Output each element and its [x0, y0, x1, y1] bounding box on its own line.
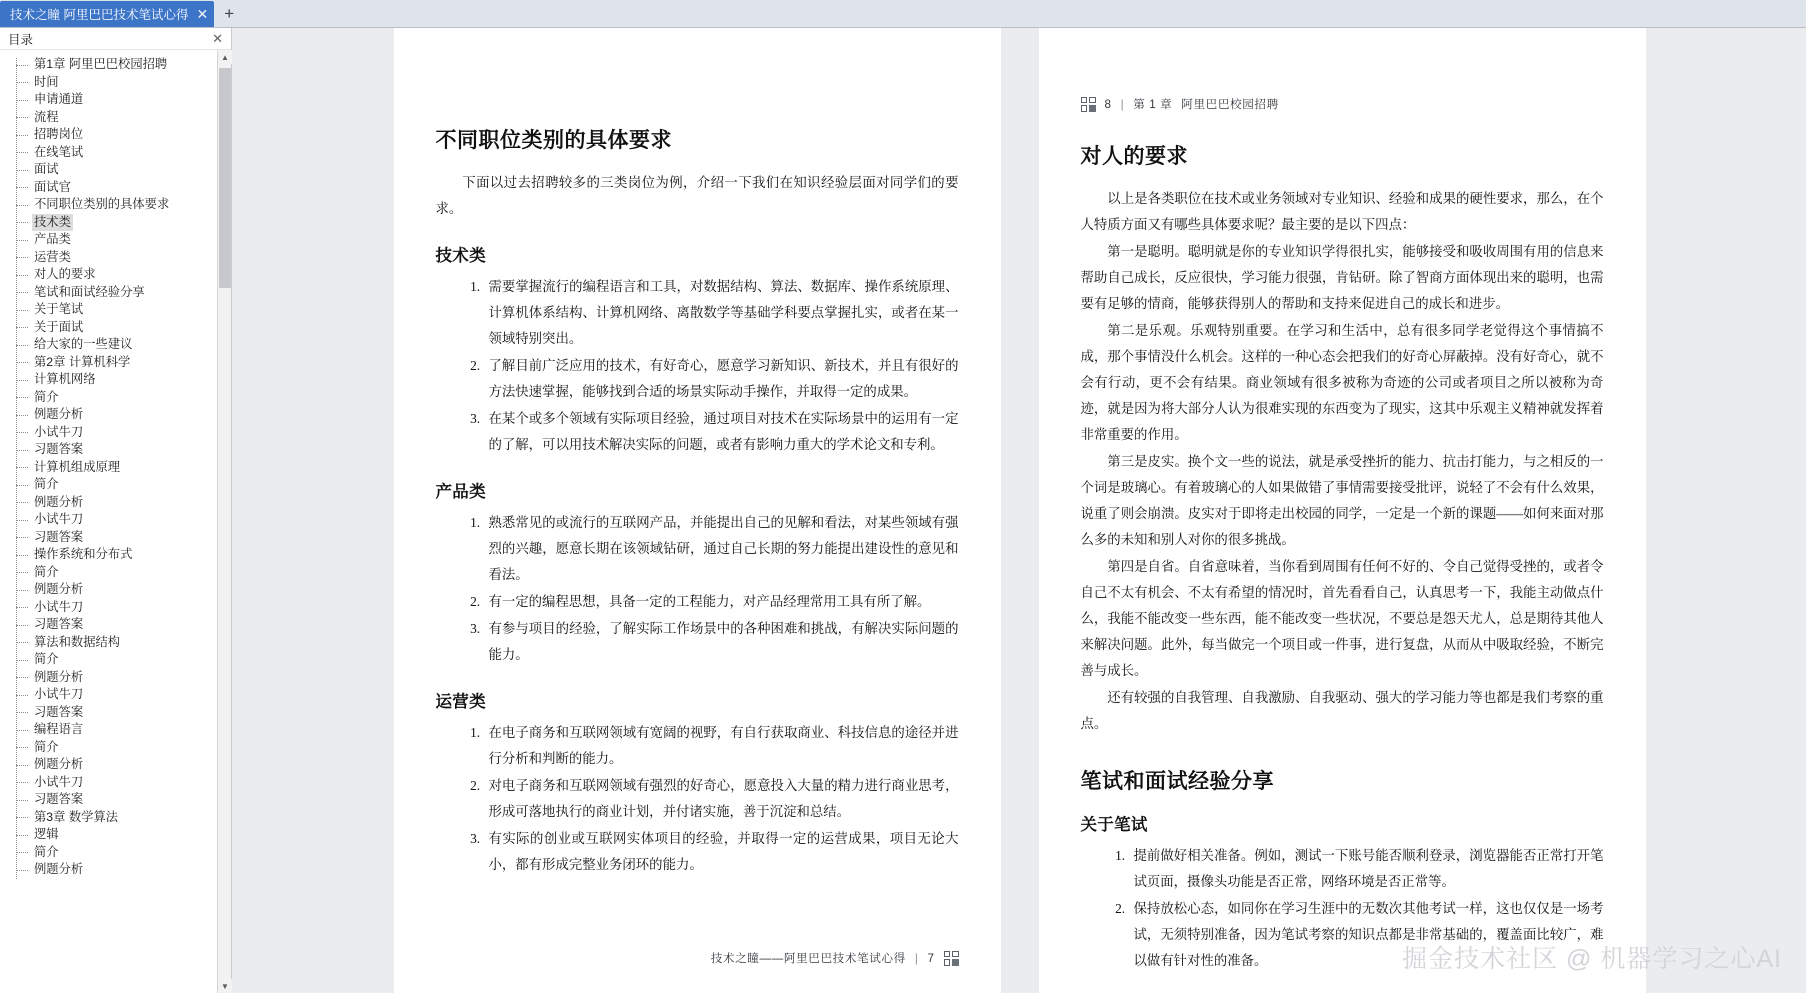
toc-item[interactable]	[10, 56, 231, 74]
new-tab-button[interactable]: +	[224, 4, 235, 23]
toc-item[interactable]	[10, 161, 231, 179]
toc-tree-connector-icon	[16, 642, 28, 643]
header-separator: |	[1120, 97, 1125, 111]
scrollbar-thumb[interactable]	[219, 68, 231, 288]
group-requirement-list	[436, 720, 959, 878]
list-item: 1. 需要掌握流行的编程语言和工具，对数据结构、算法、数据库、操作系统原理、计算机体系结构、计算机网络、离散数学等基础学科要点掌握扎实，或者在某一领域特别突出。	[484, 274, 959, 352]
body-paragraph: 第四是自省。自省意味着，当你看到周围有任何不好的、令自己觉得受挫的，或者令自己不太有机会、不太有希望的情况时，首先看看自己，认真思考一下，我能主动做点什么，我能不能改变一些东西，能不能改变一些状况，不要总是怨天尤人，总是期待其他人来解决问题。此外，每当做完一个项目或一件事，进行复盘，从而从中吸取经验，不断完善与成长。	[1080, 559, 1604, 678]
body-paragraph: 还有较强的自我管理、自我激励、自我驱动、强大的学习能力等也都是我们考察的重点。	[1080, 690, 1604, 731]
toc-item[interactable]	[10, 91, 231, 109]
toc-tree-connector-icon	[16, 187, 28, 188]
toc-tree-connector-icon	[16, 852, 28, 853]
toc-item-label: 技术类	[32, 214, 73, 232]
toc-tree-connector-icon	[16, 362, 28, 363]
running-header-right	[1081, 28, 1604, 112]
toc-item[interactable]	[10, 74, 231, 92]
toc-item[interactable]	[10, 214, 231, 232]
toc-item[interactable]	[10, 634, 231, 652]
toc-tree-connector-icon	[16, 677, 28, 678]
header-chapter-title: 阿里巴巴校园招聘	[1181, 98, 1279, 111]
toc-tree-connector-icon	[16, 870, 28, 871]
toc-item-label: 小试牛刀	[34, 599, 84, 614]
toc-tree-connector-icon	[16, 800, 28, 801]
toc-tree-connector-icon	[16, 380, 28, 381]
list-item: 2. 了解目前广泛应用的技术，有好奇心，愿意学习新知识、新技术，并且有很好的方法快速掌握，能够找到合适的场景实际动手操作，并取得一定的成果。	[484, 353, 959, 405]
toc-tree-connector-icon	[16, 205, 28, 206]
toc-tree-connector-icon	[16, 275, 28, 276]
header-page-number: 8	[1104, 97, 1112, 111]
toc-tree-connector-icon	[16, 712, 28, 713]
scroll-up-icon[interactable]: ▲	[218, 50, 232, 64]
toc-tree-connector-icon	[16, 170, 28, 171]
toc-tree-connector-icon	[16, 82, 28, 83]
toc-tree-connector-icon	[16, 555, 28, 556]
toc-item-label: 习题答案	[34, 617, 84, 631]
toc-tree-connector-icon	[16, 485, 28, 486]
list-item: 3. 有实际的创业或互联网实体项目的经验，并取得一定的运营成果，项目无论大小，都有形成完整业务闭环的能力。	[484, 826, 959, 878]
toc-tree-connector-icon	[16, 520, 28, 521]
intro-paragraph: 下面以过去招聘较多的三类岗位为例，介绍一下我们在知识经验层面对同学们的要求。	[435, 175, 959, 216]
list-item: 2. 对电子商务和互联网领域有强烈的好奇心，愿意投入大量的精力进行商业思考，形成可落地执行的商业计划，并付诸实施，善于沉淀和总结。	[484, 773, 959, 825]
body-paragraph: 第一是聪明。聪明就是你的专业知识学得很扎实，能够接受和吸收周围有用的信息来帮助自己成长，反应很快，学习能力很强，肯钻研。除了智商方面体现出来的聪明，也需要有足够的情商，能够获得别人的帮助和支持来促进自己的成长和进步。	[1080, 244, 1604, 311]
toc-item-label: 例题分析	[34, 582, 84, 596]
toc-tree-connector-icon	[16, 537, 28, 538]
list-item: 1. 在电子商务和互联网领域有宽阔的视野，有自行获取商业、科技信息的途径并进行分析和判断的能力。	[484, 720, 959, 772]
toc-item-label: 对人的要求	[34, 267, 96, 281]
toc-tree-connector-icon	[16, 65, 28, 66]
toc-tree-connector-icon	[16, 415, 28, 416]
toc-item[interactable]	[10, 599, 231, 617]
group-requirement-list	[436, 274, 959, 458]
toc-item-label: 习题答案	[34, 529, 84, 544]
toc-item-label: 例题分析	[34, 757, 84, 771]
toc-item[interactable]	[10, 774, 231, 792]
toc-item[interactable]	[10, 651, 231, 669]
toc-item-label: 小试牛刀	[34, 424, 84, 439]
group-heading: 运营类	[435, 692, 486, 711]
page-title: 对人的要求	[1080, 144, 1188, 168]
toc-item[interactable]	[10, 301, 231, 319]
toc-item-label: 计算机网络	[34, 372, 96, 386]
toc-tree-connector-icon	[16, 397, 28, 398]
toc-item-label: 关于面试	[34, 319, 84, 334]
toc-item-label: 不同职位类别的具体要求	[34, 197, 170, 211]
toc-item-label: 给大家的一些建议	[34, 337, 133, 351]
toc-item[interactable]	[10, 581, 231, 599]
subsection-heading: 关于笔试	[1080, 815, 1148, 834]
requirement-groups	[436, 242, 959, 878]
body-paragraphs	[1081, 186, 1604, 737]
toc-item-label: 时间	[34, 74, 59, 89]
qr-code-icon	[1081, 97, 1096, 112]
toc-item-label: 简介	[34, 564, 59, 579]
toc-tree-connector-icon	[16, 257, 28, 258]
list-item: 2. 有一定的编程思想，具备一定的工程能力，对产品经理常用工具有所了解。	[484, 589, 959, 615]
page-right	[1039, 28, 1646, 993]
watermark-text: 掘金技术社区 @ 机器学习之心AI	[1402, 945, 1782, 973]
close-icon[interactable]: ✕	[212, 30, 223, 46]
toc-tree-connector-icon	[16, 502, 28, 503]
toc-tree-connector-icon	[16, 310, 28, 311]
toc-item[interactable]	[10, 389, 231, 407]
sidebar-title: 目录	[8, 32, 34, 47]
toc-item-label: 关于笔试	[34, 302, 84, 316]
list-item: 3. 有参与项目的经验，了解实际工作场景中的各种困难和挑战，有解决实际问题的能力。	[484, 616, 959, 668]
footer-separator: |	[914, 951, 919, 965]
toc-tree-connector-icon	[16, 625, 28, 626]
toc-tree-connector-icon	[16, 152, 28, 153]
toc-item[interactable]	[10, 144, 231, 162]
exam-tips-list	[1081, 843, 1604, 974]
toc-item-label: 习题答案	[34, 704, 84, 719]
toc-item-label: 流程	[34, 109, 59, 124]
toc-item[interactable]	[10, 371, 231, 389]
toc-item[interactable]	[10, 686, 231, 704]
toc-item[interactable]	[10, 669, 231, 687]
toc-item-label: 第3章 数学算法	[34, 809, 119, 824]
sidebar-scrollbar[interactable]	[217, 50, 231, 993]
toc-tree-connector-icon	[16, 240, 28, 241]
list-item: 3. 在某个或多个领域有实际项目经验，通过项目对技术在实际场景中的运用有一定的了解，可以用技术解决实际的问题，或者有影响力重大的学术论文和专利。	[484, 406, 959, 458]
toc-item-label: 例题分析	[34, 669, 84, 684]
toc-item[interactable]	[10, 354, 231, 372]
group-heading: 技术类	[435, 246, 486, 265]
toc-item-label: 第1章 阿里巴巴校园招聘	[34, 57, 168, 71]
toc-item-label: 面试官	[34, 179, 71, 194]
toc-item-label: 习题答案	[34, 442, 84, 456]
toc-item-label: 小试牛刀	[34, 512, 84, 526]
toc-item[interactable]	[10, 406, 231, 424]
toc-tree-connector-icon	[16, 432, 28, 433]
toc-tree-connector-icon	[16, 222, 28, 223]
toc-item-label: 第2章 计算机科学	[34, 354, 131, 369]
toc-tree-connector-icon	[16, 117, 28, 118]
toc-item[interactable]	[10, 126, 231, 144]
toc-item-label: 习题答案	[34, 792, 84, 806]
toc-tree-connector-icon	[16, 765, 28, 766]
page-title-secondary: 笔试和面试经验分享	[1080, 769, 1274, 793]
toc-tree-connector-icon	[16, 572, 28, 573]
toc-item[interactable]	[10, 249, 231, 267]
toc-tree-connector-icon	[16, 100, 28, 101]
toc-item-label: 简介	[34, 477, 59, 491]
toc-tree-connector-icon	[16, 782, 28, 783]
toc-item[interactable]	[10, 494, 231, 512]
toc-item-label: 编程语言	[34, 722, 84, 736]
toc-item[interactable]	[10, 809, 231, 827]
toc-tree-connector-icon	[16, 747, 28, 748]
toc-item-label: 逻辑	[34, 827, 59, 841]
list-item: 1. 熟悉常见的或流行的互联网产品，并能提出自己的见解和看法，对某些领域有强烈的兴趣，愿意长期在该领域钻研，通过自己长期的努力能提出建设性的意见和看法。	[484, 510, 959, 588]
toc-item[interactable]	[10, 109, 231, 127]
body-paragraph: 第三是皮实。换个文一些的说法，就是承受挫折的能力、抗击打能力，与之相反的一个词是玻璃心。有着玻璃心的人如果做错了事情需要接受批评，说轻了不会有什么效果，说重了则会崩溃。皮实对于即将走出校园的同学，一定是一个新的课题——如何来面对那么多的未知和别人对你的很多挑战。	[1080, 454, 1604, 547]
toc-item[interactable]	[10, 336, 231, 354]
toc-item[interactable]	[10, 704, 231, 722]
footer-book-title: 技术之瞳——阿里巴巴技术笔试心得	[710, 952, 906, 965]
toc-item-label: 简介	[34, 739, 59, 754]
toc-item-label: 简介	[34, 652, 59, 666]
body-paragraph: 第二是乐观。乐观特别重要。在学习和生活中，总有很多同学老觉得这个事情搞不成，那个事情没什么机会。这样的一种心态会把我们的好奇心屏蔽掉。没有好奇心，就不会有行动，更不会有结果。商业领域有很多被称为奇迹的公司或者项目之所以被称为奇迹，就是因为将大部分人认为很难实现的东西变为了现实，这其中乐观主义精神就发挥着非常重要的作用。	[1080, 323, 1604, 442]
toc-item-label: 例题分析	[34, 407, 84, 421]
qr-code-icon	[944, 951, 959, 966]
toc-item-label: 计算机组成原理	[34, 459, 121, 474]
toc-item[interactable]	[10, 476, 231, 494]
toc-item-label: 算法和数据结构	[34, 634, 121, 649]
page-left	[394, 28, 1001, 993]
toc-item[interactable]	[10, 424, 231, 442]
sidebar-header	[0, 28, 231, 50]
toc-item-label: 运营类	[34, 249, 71, 264]
browser-tab-active[interactable]	[0, 1, 214, 27]
toc-item-label: 简介	[34, 389, 59, 404]
toc-item-label: 面试	[34, 162, 59, 176]
page-footer-left	[711, 950, 959, 966]
toc-scroll-region	[0, 50, 231, 993]
toc-item-label: 招聘岗位	[34, 127, 84, 141]
toc-item-label: 笔试和面试经验分享	[34, 284, 145, 299]
footer-page-number: 7	[927, 951, 935, 965]
toc-tree-connector-icon	[16, 607, 28, 608]
toc-tree-connector-icon	[16, 590, 28, 591]
toc-item[interactable]	[10, 739, 231, 757]
toc-tree-connector-icon	[16, 817, 28, 818]
group-requirement-list	[436, 510, 959, 668]
toc-item-label: 操作系统和分布式	[34, 547, 133, 561]
toc-item-label: 产品类	[34, 232, 71, 246]
toc-item[interactable]	[10, 861, 231, 879]
toc-item-label: 小试牛刀	[34, 774, 84, 789]
app-shell	[0, 28, 1806, 993]
toc-item-label: 例题分析	[34, 862, 84, 876]
toc-item[interactable]	[10, 284, 231, 302]
browser-tab-strip	[0, 0, 1806, 28]
toc-item[interactable]	[10, 319, 231, 337]
toc-item[interactable]	[10, 511, 231, 529]
toc-tree-connector-icon	[16, 135, 28, 136]
toc-item[interactable]	[10, 826, 231, 844]
scroll-down-icon[interactable]: ▼	[218, 979, 232, 993]
group-heading: 产品类	[435, 482, 486, 501]
toc-tree-connector-icon	[16, 660, 28, 661]
list-item: 2. 保持放松心态，如同你在学习生涯中的无数次其他考试一样，这也仅仅是一场考试，无须特别准备，因为笔试考察的知识点都是非常基础的，覆盖面比较广，难以做有针对性的准备。	[1129, 896, 1604, 974]
toc-item[interactable]	[10, 616, 231, 634]
tab-title: 技术之瞳 阿里巴巴技术笔试心得	[10, 8, 189, 22]
toc-tree-connector-icon	[16, 450, 28, 451]
toc-item-label: 申请通道	[34, 92, 84, 106]
toc-tree-connector-icon	[16, 835, 28, 836]
toc-item[interactable]	[10, 791, 231, 809]
close-icon[interactable]: ✕	[196, 6, 209, 22]
list-item: 1. 提前做好相关准备。例如，测试一下账号能否顺利登录，浏览器能否正常打开笔试页面，摄像头功能是否正常，网络环境是否正常等。	[1129, 843, 1604, 895]
toc-item[interactable]	[10, 179, 231, 197]
toc-item[interactable]	[10, 441, 231, 459]
toc-tree-connector-icon	[16, 292, 28, 293]
toc-item[interactable]	[10, 266, 231, 284]
header-chapter: 第 1 章	[1133, 98, 1173, 111]
sidebar-toc-panel	[0, 28, 232, 993]
toc-item-label: 小试牛刀	[34, 687, 84, 701]
toc-item-label: 在线笔试	[34, 144, 84, 159]
body-paragraph: 以上是各类职位在技术或业务领域对专业知识、经验和成果的硬性要求，那么，在个人特质方面又有哪些具体要求呢？最主要的是以下四点：	[1080, 191, 1604, 232]
toc-item-label: 简介	[34, 844, 59, 859]
page-title: 不同职位类别的具体要求	[435, 128, 672, 152]
toc-item[interactable]	[10, 546, 231, 564]
toc-tree-connector-icon	[16, 467, 28, 468]
toc-item[interactable]	[10, 721, 231, 739]
toc-list	[0, 56, 231, 879]
toc-tree-connector-icon	[16, 730, 28, 731]
toc-item[interactable]	[10, 756, 231, 774]
toc-item[interactable]	[10, 196, 231, 214]
toc-item-label: 例题分析	[34, 494, 84, 509]
toc-item[interactable]	[10, 231, 231, 249]
toc-item[interactable]	[10, 529, 231, 547]
toc-tree-connector-icon	[16, 695, 28, 696]
toc-tree-connector-icon	[16, 345, 28, 346]
document-reader	[232, 28, 1806, 993]
toc-item[interactable]	[10, 564, 231, 582]
toc-item[interactable]	[10, 459, 231, 477]
toc-tree-connector-icon	[16, 327, 28, 328]
toc-item[interactable]	[10, 844, 231, 862]
